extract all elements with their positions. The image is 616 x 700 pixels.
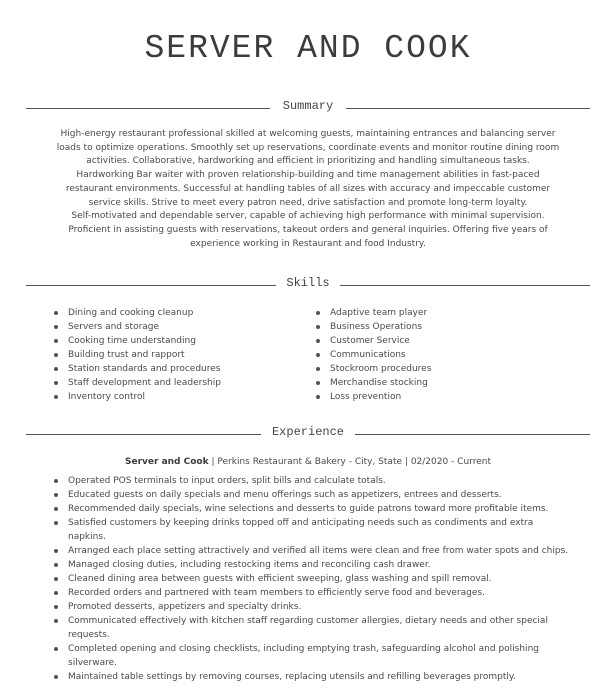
experience-item: Promoted desserts, appetizers and specialty drinks. — [54, 600, 574, 614]
experience-heading: Experience — [271, 425, 344, 439]
divider-line — [355, 434, 590, 435]
divider-line — [346, 108, 590, 109]
skills-section-header — [26, 276, 590, 294]
summary-line: High-energy restaurant professional skilled at welcoming guests, maintaining entrances and balancing server — [60, 129, 556, 139]
skill-item: Merchandise stocking — [316, 376, 431, 390]
experience-item: Completed opening and closing checklists, including emptying trash, safeguarding alcohol and polishing silverware. — [54, 642, 574, 670]
summary-line: service skills. Strive to meet every patron need, drive satisfaction and promote long-term loyalty. — [88, 197, 528, 208]
skill-item: Staff development and leadership — [54, 376, 221, 390]
job-dates: 02/2020 - Current — [410, 457, 491, 467]
experience-item: Arranged each place setting attractively and verified all items were clean and free from water spots and chips. — [54, 544, 574, 558]
skill-item: Business Operations — [316, 320, 431, 334]
summary-line: Self-motivated and dependable server, capable of achieving high performance with minimal supervision. — [71, 211, 545, 222]
separator: | — [404, 457, 408, 467]
skill-item: Customer Service — [316, 334, 431, 348]
skill-item: Building trust and rapport — [54, 348, 221, 362]
summary-line: activities. Collaborative, hardworking and efficient in prioritizing and handling simultaneous tasks. — [86, 156, 530, 167]
summary-section-header — [26, 99, 590, 117]
summary-line: restaurant environments. Successful at handling tables of all sizes with accuracy and impeccable customer — [65, 183, 551, 194]
separator: | — [211, 457, 215, 467]
skill-item: Cooking time understanding — [54, 334, 221, 348]
summary-line: Proficient in assisting guests with reservations, takeout orders and general inquiries. Offering five years of — [68, 224, 548, 235]
skills-heading: Skills — [286, 276, 330, 290]
experience-item: Managed closing duties, including restocking items and reconciling cash drawer. — [54, 558, 574, 572]
experience-item: Recorded orders and partnered with team members to efficiently serve food and beverages. — [54, 586, 574, 600]
experience-section-header — [26, 425, 590, 443]
summary-text — [48, 128, 568, 251]
summary-line: experience working in Restaurant and food Industry. — [190, 238, 426, 249]
skill-item: Inventory control — [54, 390, 221, 404]
experience-item: Operated POS terminals to input orders, split bills and calculate totals. — [54, 474, 574, 488]
job-title: Server and Cook — [125, 457, 209, 467]
summary-line: loads to optimize operations. Smoothly set up reservations, coordinate events and monitor routine dining room — [56, 142, 560, 153]
resume-name: SERVER AND COOK — [144, 30, 472, 67]
skill-item: Communications — [316, 348, 431, 362]
experience-item: Cleaned dining area between guests with efficient sweeping, glass washing and spill removal. — [54, 572, 574, 586]
skill-item: Station standards and procedures — [54, 362, 221, 376]
job-employer: Perkins Restaurant & Bakery - City, State — [217, 457, 403, 467]
divider-line — [340, 285, 590, 286]
job-header — [0, 457, 616, 467]
summary-line: Hardworking Bar waiter with proven relationship-building and time management abilities in fast-paced — [76, 170, 540, 181]
skill-item: Loss prevention — [316, 390, 431, 404]
skill-item: Adaptive team player — [316, 306, 431, 320]
skill-item: Stockroom procedures — [316, 362, 431, 376]
experience-bullets — [54, 474, 574, 684]
experience-item: Educated guests on daily specials and menu offerings such as appetizers, entrees and desserts. — [54, 488, 574, 502]
skill-item: Servers and storage — [54, 320, 221, 334]
experience-item: Satisfied customers by keeping drinks topped off and anticipating needs such as condiments and extra napkins. — [54, 516, 574, 544]
skill-item: Dining and cooking cleanup — [54, 306, 221, 320]
experience-item: Recommended daily specials, wine selections and desserts to guide patrons toward more profitable items. — [54, 502, 574, 516]
experience-item: Maintained table settings by removing courses, replacing utensils and refilling beverages promptly. — [54, 670, 574, 684]
experience-item: Communicated effectively with kitchen staff regarding customer allergies, dietary needs and other special requests. — [54, 614, 574, 642]
summary-heading: Summary — [282, 99, 334, 113]
skills-list-left — [54, 306, 221, 404]
skills-list-right — [316, 306, 431, 404]
